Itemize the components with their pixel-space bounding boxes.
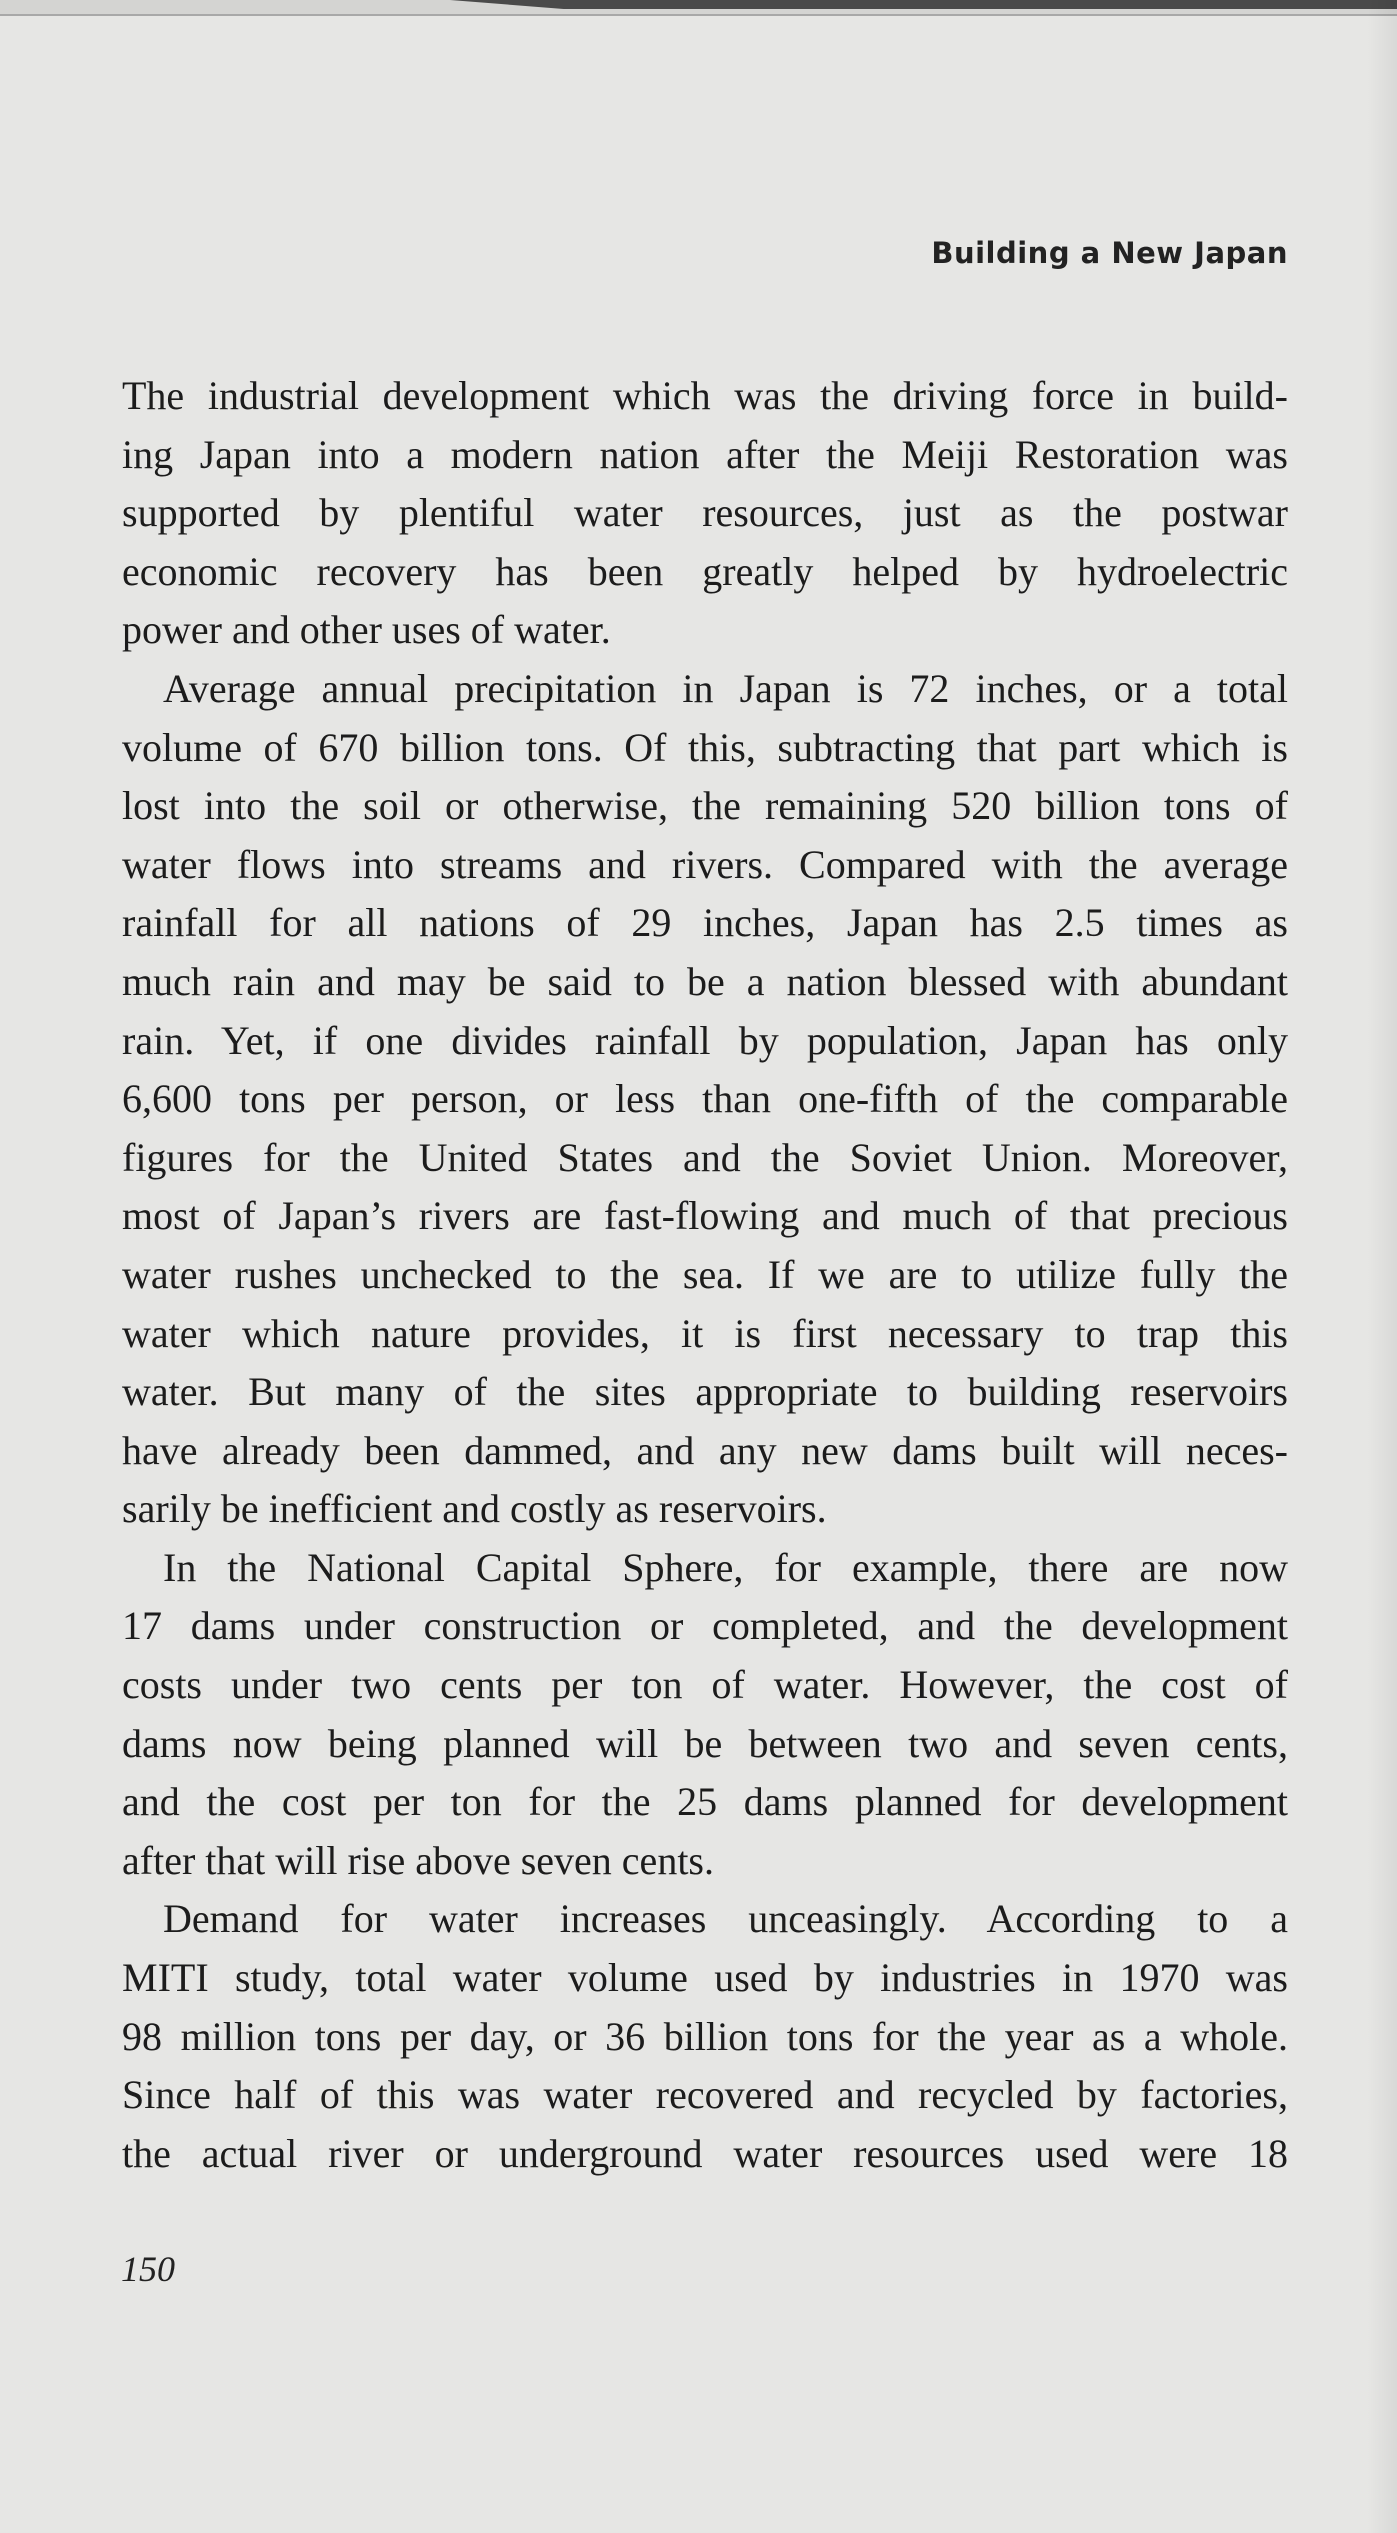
text-line: sarily be inefficient and costly as reservoirs. (122, 1486, 827, 1532)
text-line: the actual river or underground water resources used were 18 (122, 2130, 1288, 2176)
text-line: 17 dams under construction or completed, and the development (122, 1603, 1288, 1649)
text-line: volume of 670 billion tons. Of this, subtracting that part which is (122, 724, 1288, 770)
text-line: dams now being planned will be between two and seven cents, (122, 1720, 1288, 1766)
book-cover-shadow (450, 0, 1397, 9)
text-line: and the cost per ton for the 25 dams planned for development (122, 1779, 1288, 1825)
text-line: supported by plentiful water resources, just as the postwar (122, 490, 1288, 536)
text-line: economic recovery has been greatly helped by hydroelectric (122, 548, 1288, 594)
text-line: power and other uses of water. (122, 607, 611, 653)
text-line: costs under two cents per ton of water. However, the cost of (122, 1662, 1288, 1708)
text-line: MITI study, total water volume used by industries in 1970 was (122, 1955, 1288, 2001)
text-line: most of Japan’s rivers are fast-flowing and much of that precious (122, 1193, 1288, 1239)
text-line: after that will rise above seven cents. (122, 1837, 714, 1883)
text-line: lost into the soil or otherwise, the remaining 520 billion tons of (122, 783, 1288, 829)
text-line: Demand for water increases unceasingly. According to a (163, 1896, 1288, 1942)
text-line: ing Japan into a modern nation after the Meiji Restoration was (122, 431, 1288, 477)
text-line: 98 million tons per day, or 36 billion tons for the year as a whole. (122, 2013, 1288, 2059)
running-head: Building a New Japan (931, 236, 1288, 270)
text-line: have already been dammed, and any new dams built will neces- (122, 1427, 1288, 1473)
page-gutter-shade (1367, 0, 1397, 2533)
text-line: water flows into streams and rivers. Compared with the average (122, 841, 1288, 887)
text-line: water rushes unchecked to the sea. If we are to utilize fully the (122, 1251, 1288, 1297)
text-line: rainfall for all nations of 29 inches, Japan has 2.5 times as (122, 900, 1288, 946)
page-number: 150 (121, 2249, 175, 2289)
text-line: The industrial development which was the driving force in build- (122, 373, 1288, 418)
text-line: In the National Capital Sphere, for example, there are now (163, 1544, 1288, 1590)
text-line: much rain and may be said to be a nation blessed with abundant (122, 958, 1288, 1004)
text-line: water which nature provides, it is first necessary to trap this (122, 1310, 1288, 1356)
text-line: 6,600 tons per person, or less than one-fifth of the comparable (122, 1076, 1288, 1122)
text-line: water. But many of the sites appropriate to building reservoirs (122, 1369, 1288, 1415)
text-line: Since half of this was water recovered and recycled by factories, (122, 2072, 1288, 2118)
text-line: figures for the United States and the Soviet Union. Moreover, (122, 1134, 1288, 1180)
body-text (122, 367, 1288, 2183)
text-line: rain. Yet, if one divides rainfall by population, Japan has only (122, 1017, 1288, 1063)
text-line: Average annual precipitation in Japan is 72 inches, or a total (163, 665, 1288, 711)
